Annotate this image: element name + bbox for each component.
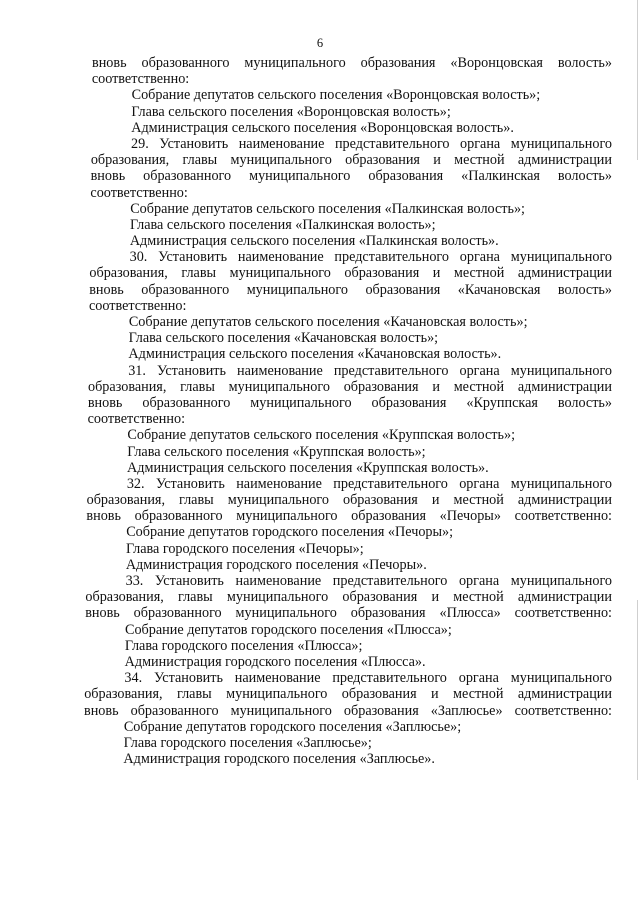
text-line: образования, главы муниципального образования и местной администрации — [88, 378, 612, 395]
list-line: Глава сельского поселения «Воронцовская волость»; — [131, 103, 451, 120]
list-line: Собрание депутатов городского поселения «Печоры»; — [126, 524, 454, 541]
list-line: Администрация сельского поселения «Качановская волость». — [128, 346, 502, 363]
paragraph-first-line: 34. Установить наименование представительного органа муниципального — [124, 670, 612, 687]
text-line: образования, главы муниципального образования и местной администрации — [84, 686, 612, 703]
text-line: вновь образованного муниципального образования «Заплюсье» соответственно: — [84, 702, 612, 719]
text-line: образования, главы муниципального образования и местной администрации — [86, 492, 612, 509]
list-line: Администрация городского поселения «Заплюсье». — [123, 751, 435, 768]
text-line: образования, главы муниципального образования и местной администрации — [90, 152, 612, 169]
text-line: вновь образованного муниципального образования «Воронцовская волость» — [92, 55, 612, 71]
text-line: образования, главы муниципального образования и местной администрации — [89, 265, 612, 282]
list-line: Собрание депутатов сельского поселения «Качановская волость»; — [128, 314, 528, 330]
list-line: Администрация сельского поселения «Воронцовская волость». — [131, 119, 514, 136]
list-line: Собрание депутатов сельского поселения «Воронцовская волость»; — [131, 87, 541, 104]
text-line: вновь образованного муниципального образования «Качановская волость» — [89, 281, 612, 298]
list-line: Администрация сельского поселения «Круппская волость». — [127, 459, 489, 476]
scan-edge-mark — [637, 600, 638, 780]
text-line: соответственно: — [87, 411, 186, 428]
list-line: Глава сельского поселения «Палкинская волость»; — [130, 216, 436, 233]
list-line: Администрация городского поселения «Печоры». — [125, 556, 427, 573]
list-line: Глава городского поселения «Печоры»; — [126, 540, 364, 557]
text-line: соответственно: — [89, 297, 187, 314]
text-line: вновь образованного муниципального образования «Плюсса» соответственно: — [85, 605, 612, 622]
text-line: соответственно: — [91, 71, 190, 88]
list-line: Собрание депутатов городского поселения «Заплюсье»; — [123, 718, 462, 735]
text-line: вновь образованного муниципального образования «Круппская волость» — [87, 394, 612, 411]
paragraph-first-line: 32. Установить наименование представительного органа муниципального — [126, 475, 612, 492]
text-line: образования, главы муниципального образования и местной администрации — [85, 589, 612, 606]
page-number: 6 — [316, 36, 324, 50]
text-line: вновь образованного муниципального образования «Печоры» соответственно: — [86, 508, 612, 525]
list-line: Собрание депутатов сельского поселения «Палкинская волость»; — [130, 200, 525, 217]
list-line: Глава сельского поселения «Качановская волость»; — [128, 330, 439, 347]
paragraph-first-line: 31. Установить наименование представительного органа муниципального — [128, 362, 612, 379]
list-line: Собрание депутатов городского поселения «Плюсса»; — [125, 621, 452, 638]
document-body — [84, 55, 612, 768]
list-line: Глава сельского поселения «Круппская волость»; — [127, 443, 426, 460]
paragraph-first-line: 29. Установить наименование представительного органа муниципального — [131, 135, 612, 152]
list-line: Глава городского поселения «Плюсса»; — [124, 637, 363, 654]
scan-edge-mark — [637, 0, 638, 160]
list-line: Глава городского поселения «Заплюсье»; — [123, 734, 372, 751]
list-line: Собрание депутатов сельского поселения «Круппская волость»; — [127, 427, 516, 444]
paragraph-first-line: 30. Установить наименование представительного органа муниципального — [129, 249, 612, 266]
paragraph-first-line: 33. Установить наименование представительного органа муниципального — [125, 573, 612, 589]
list-line: Администрация сельского поселения «Палкинская волость». — [129, 233, 499, 250]
list-line: Администрация городского поселения «Плюсса». — [124, 653, 426, 670]
text-line: соответственно: — [90, 184, 188, 201]
text-line: вновь образованного муниципального образования «Палкинская волость» — [90, 168, 612, 185]
